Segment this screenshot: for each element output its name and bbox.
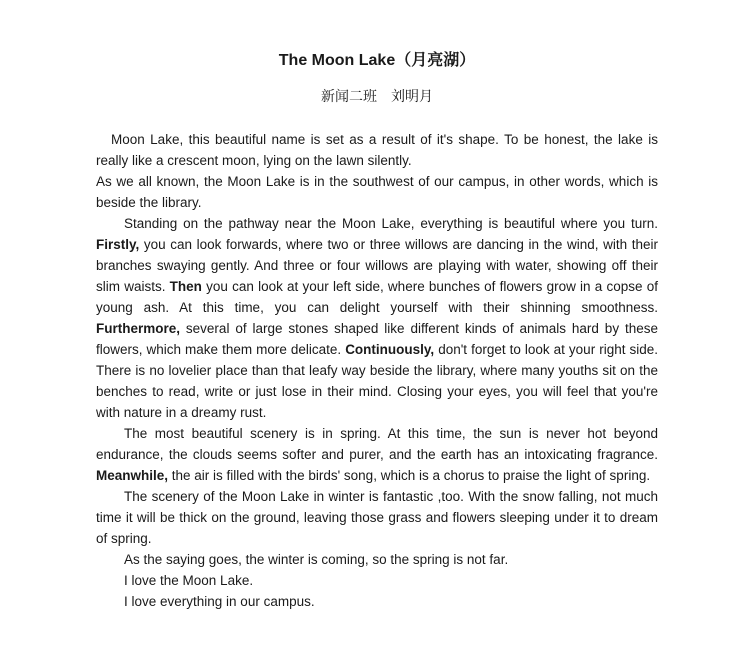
essay-paragraph [96, 171, 658, 213]
essay-paragraph [96, 129, 658, 171]
text-run: The scenery of the Moon Lake in winter is fantastic ,too. With the snow falling, not much time it will be thick on the ground, leaving those grass and flowers sleeping under it to dream of spring. [96, 489, 658, 546]
bold-text-run: Firstly, [96, 237, 140, 252]
text-run: you can look forwards, where two or three willows are dancing in the wind, with their branches swaying gently. And three or four willows are playing with water, showing off their slim waists. [96, 237, 658, 294]
bold-text-run: Furthermore, [96, 321, 181, 336]
text-run: you can look at your left side, where bunches of flowers grow in a copse of young ash. At this time, you can delight yourself with their shinning smoothness. [96, 279, 658, 315]
document-title: The Moon Lake（月亮湖） [278, 52, 476, 69]
bold-text-run: Then [169, 279, 202, 294]
essay-paragraph [96, 591, 658, 612]
essay-paragraph [96, 549, 658, 570]
text-run: Moon Lake, this beautiful name is set as a result of it's shape. To be honest, the lake is really like a crescent moon, lying on the lawn silently. [96, 132, 658, 168]
text-run: Standing on the pathway near the Moon Lake, everything is beautiful where you turn. [124, 216, 658, 231]
essay-paragraph [96, 213, 658, 423]
bold-text-run: Meanwhile, [96, 468, 169, 483]
text-run: I love everything in our campus. [124, 594, 315, 609]
document-byline: 新闻二班 刘明月 [321, 88, 433, 104]
text-run: the air is filled with the birds' song, which is a chorus to praise the light of spring. [168, 468, 651, 483]
essay-body [96, 129, 658, 612]
text-run: The most beautiful scenery is in spring. At this time, the sun is never hot beyond endurance, the clouds seems softer and purer, and the earth has an intoxicating fragrance. [96, 426, 658, 462]
text-run: don't forget to look at your right side. There is no lovelier place than that leafy way beside the library, where many youths sit on the benches to read, write or just lose in their mind. Closing your eyes, you will feel that you're with nature in a dreamy rust. [96, 342, 658, 420]
text-run: I love the Moon Lake. [124, 573, 254, 588]
essay-paragraph [96, 570, 658, 591]
bold-text-run: Continuously, [345, 342, 435, 357]
text-run: As the saying goes, the winter is coming, so the spring is not far. [124, 552, 509, 567]
essay-paragraph [96, 486, 658, 549]
text-run: As we all known, the Moon Lake is in the southwest of our campus, in other words, which is beside the library. [96, 174, 658, 210]
essay-paragraph [96, 423, 658, 486]
text-run: several of large stones shaped like different kinds of animals hard by these flowers, which make them more delicate. [96, 321, 658, 357]
